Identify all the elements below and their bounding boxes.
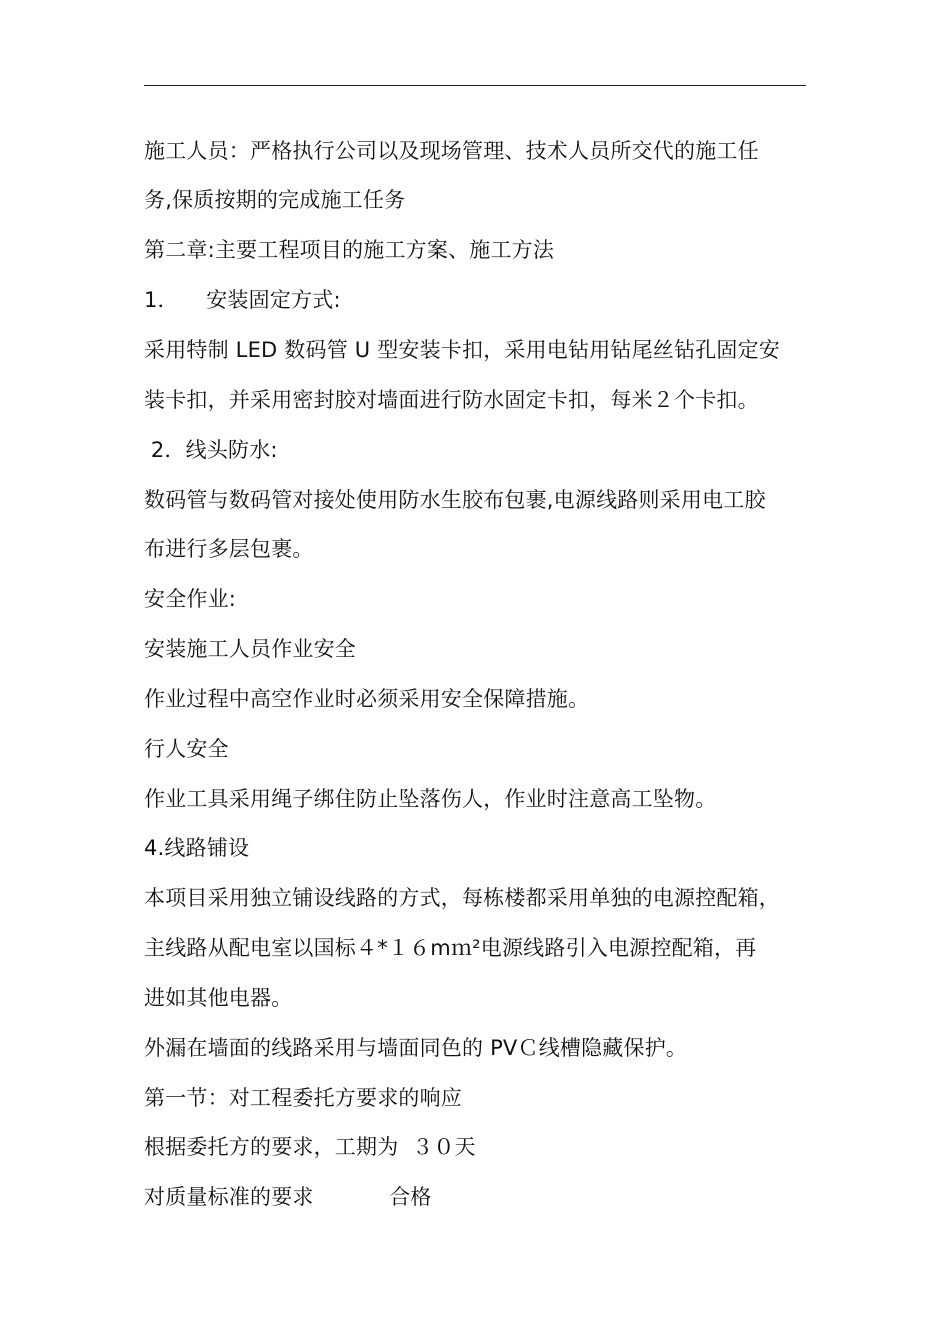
text-line-duration: 根据委托方的要求，工期为 ３０天 xyxy=(144,1135,476,1159)
text-line-install-method-cont: 装卡扣，并采用密封胶对墙面进行防水固定卡扣，每米２个卡扣。 xyxy=(144,388,759,412)
section-heading-wiring: 4.线路铺设 xyxy=(144,836,250,860)
section-heading-response: 第一节：对工程委托方要求的响应 xyxy=(144,1086,462,1110)
text-line-staff-duty: 施工人员：严格执行公司以及现场管理、技术人员所交代的施工任 xyxy=(144,139,759,163)
text-line-worker-safety: 作业过程中高空作业时必须采用安全保障措施。 xyxy=(144,687,590,711)
subheading-worker-safety: 安装施工人员作业安全 xyxy=(144,637,356,661)
section-heading-install: 1． 安装固定方式: xyxy=(144,288,341,312)
section-heading-waterproof: 2．线头防水: xyxy=(144,438,278,462)
text-line-waterproof-cont: 布进行多层包裹。 xyxy=(144,537,314,561)
header-rule xyxy=(144,85,806,86)
subheading-pedestrian-safety: 行人安全 xyxy=(144,737,229,761)
text-line-waterproof: 数码管与数码管对接处使用防水生胶布包裹,电源线路则采用电工胶 xyxy=(144,488,766,512)
text-line-install-method: 采用特制 LED 数码管 U 型安装卡扣，采用电钻用钻尾丝钻孔固定安 xyxy=(144,338,781,362)
text-line-wiring-end: 进如其他电器。 xyxy=(144,986,293,1010)
text-line-pvc-trunking: 外漏在墙面的线路采用与墙面同色的 PVＣ线槽隐藏保护。 xyxy=(144,1036,688,1060)
chapter-heading: 第二章:主要工程项目的施工方案、施工方法 xyxy=(144,238,555,262)
text-line-wiring-cont: 主线路从配电室以国标４*１６mｍ²电源线路引入电源控配箱，再 xyxy=(144,936,757,960)
text-line-pedestrian-safety: 作业工具采用绳子绑住防止坠落伤人，作业时注意高工坠物。 xyxy=(144,787,717,811)
text-line-quality: 对质量标准的要求 合格 xyxy=(144,1185,432,1209)
text-line-wiring: 本项目采用独立铺设线路的方式，每栋楼都采用单独的电源控配箱， xyxy=(144,886,780,910)
text-line-staff-duty-cont: 务,保质按期的完成施工任务 xyxy=(144,188,406,212)
section-heading-safety: 安全作业: xyxy=(144,587,237,611)
